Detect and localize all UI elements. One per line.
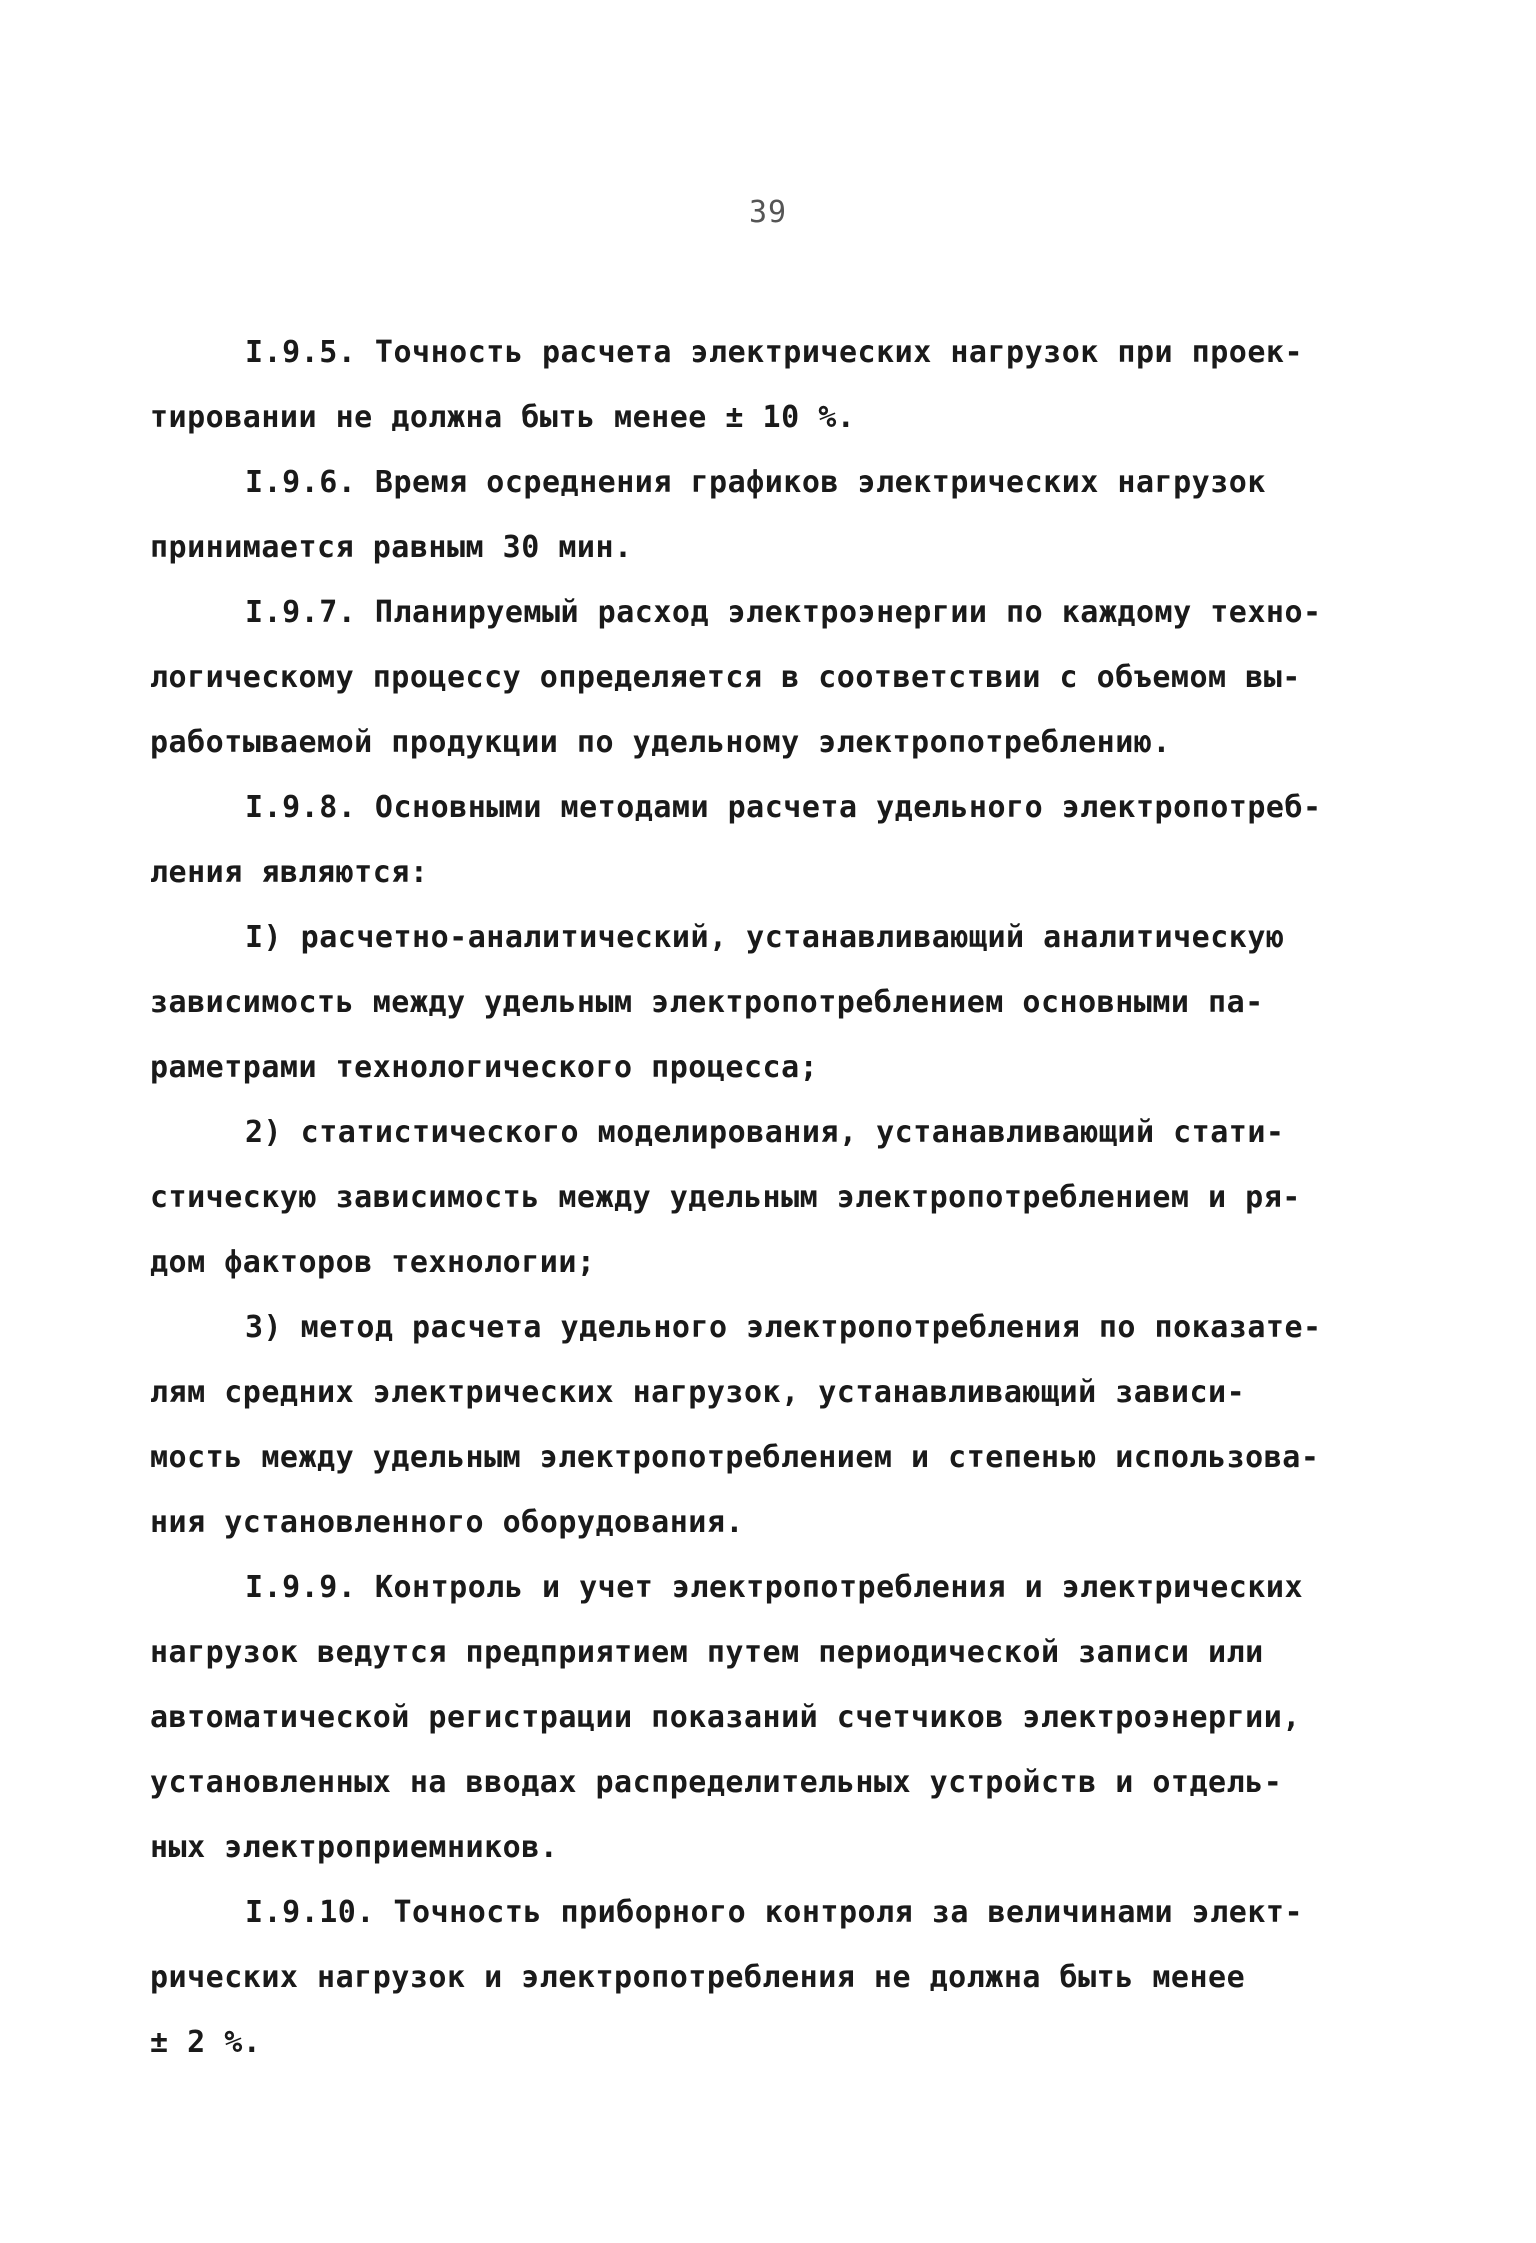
- paragraph-line: I.9.5. Точность расчета электрических нагрузок при проек-: [245, 335, 1304, 370]
- paragraph-line: логическому процессу определяется в соответствии с объемом вы-: [150, 660, 1301, 695]
- paragraph-line: ± 2 %.: [150, 2025, 262, 2060]
- paragraph-line: I.9.6. Время осреднения графиков электрических нагрузок: [245, 465, 1266, 500]
- paragraph-line: I.9.10. Точность приборного контроля за величинами элект-: [245, 1895, 1304, 1930]
- paragraph-line: I.9.8. Основными методами расчета удельного электропотреб-: [245, 790, 1322, 825]
- list-item-line: дом факторов технологии;: [150, 1245, 596, 1280]
- paragraph-line: автоматической регистрации показаний счетчиков электроэнергии,: [150, 1700, 1301, 1735]
- page-number: 39: [748, 195, 788, 230]
- list-item-line: I) расчетно-аналитический, устанавливающий аналитическую: [245, 920, 1285, 955]
- list-item-line: ния установленного оборудования.: [150, 1505, 744, 1540]
- list-item-line: мость между удельным электропотреблением и степенью использова-: [150, 1440, 1320, 1475]
- list-item-line: зависимость между удельным электропотреблением основными па-: [150, 985, 1264, 1020]
- body-text: [150, 320, 1400, 2075]
- list-item-line: раметрами технологического процесса;: [150, 1050, 819, 1085]
- list-item-line: 3) метод расчета удельного электропотребления по показате-: [245, 1310, 1322, 1345]
- list-item-line: лям средних электрических нагрузок, устанавливающий зависи-: [150, 1375, 1246, 1410]
- paragraph-line: работываемой продукции по удельному электропотреблению.: [150, 725, 1171, 760]
- paragraph-line: ления являются:: [150, 855, 429, 890]
- list-item-line: стическую зависимость между удельным электропотреблением и ря-: [150, 1180, 1301, 1215]
- list-item-line: 2) статистического моделирования, устанавливающий стати-: [245, 1115, 1285, 1150]
- paragraph-line: принимается равным 30 мин.: [150, 530, 633, 565]
- paragraph-line: I.9.7. Планируемый расход электроэнергии по каждому техно-: [245, 595, 1322, 630]
- paragraph-line: тировании не должна быть менее ± 10 %.: [150, 400, 856, 435]
- paragraph-line: ных электроприемников.: [150, 1830, 559, 1865]
- paragraph-line: рических нагрузок и электропотребления не должна быть менее: [150, 1960, 1246, 1995]
- paragraph-line: установленных на вводах распределительных устройств и отдель-: [150, 1765, 1283, 1800]
- paragraph-line: I.9.9. Контроль и учет электропотребления и электрических: [245, 1570, 1304, 1605]
- paragraph-line: нагрузок ведутся предприятием путем периодической записи или: [150, 1635, 1264, 1670]
